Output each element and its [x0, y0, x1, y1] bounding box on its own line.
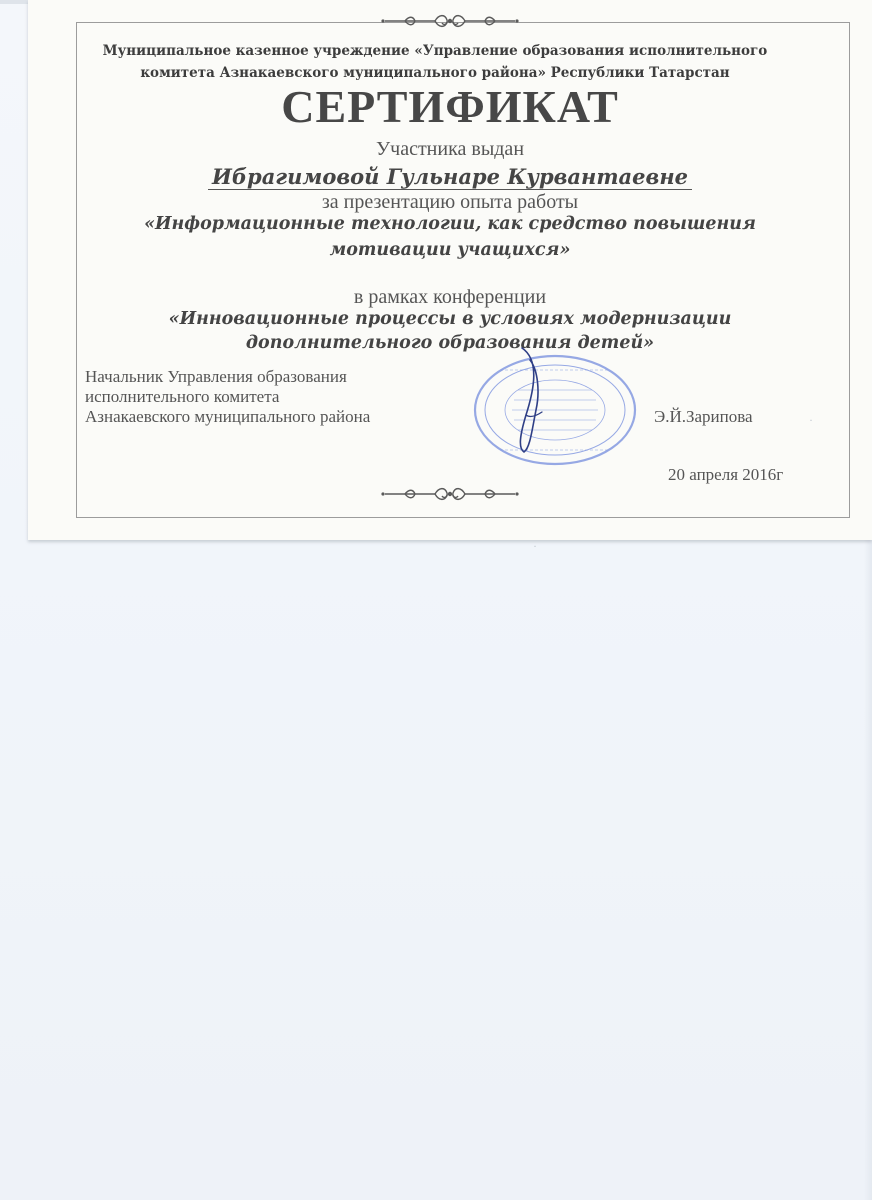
- signatory-title-line-1: Начальник Управления образования: [85, 367, 347, 386]
- conference-line-1: «Инновационные процессы в условиях модернизации: [168, 309, 732, 329]
- topic-line-1: «Информационные технологии, как средство повышения: [144, 214, 756, 234]
- certificate-date: 20 апреля 2016г: [668, 465, 784, 484]
- conference-line-2: дополнительного образования детей»: [245, 333, 655, 353]
- signatory-name: Э.Й.Зарипова: [654, 407, 753, 426]
- issuing-organization: Муниципальное казенное учреждение «Управление образования исполнительного комитета Азнакаевского муниципального района» Республики Татарстан: [102, 43, 768, 81]
- paper-speck-icon: ˙: [532, 544, 538, 558]
- signatory-title-line-2: исполнительного комитета: [85, 387, 280, 406]
- conference-label: в рамках конференции: [353, 286, 547, 308]
- top-ornament-icon: [375, 10, 525, 32]
- bottom-ornament-icon: [375, 483, 525, 505]
- certificate-title: СЕРТИФИКАТ: [281, 81, 619, 132]
- handwritten-signature-icon: [500, 330, 580, 480]
- issued-to-label: Участника выдан: [375, 138, 525, 160]
- paper-speck-icon: ˙: [808, 418, 814, 432]
- recipient-name-text: Ибрагимовой Гульнаре Курвантаевне: [208, 164, 692, 190]
- signatory-position: [85, 367, 370, 427]
- topic-line-2: мотивации учащихся»: [329, 240, 571, 260]
- recipient-name: [0, 164, 872, 189]
- presentation-label: за презентацию опыта работы: [321, 191, 579, 213]
- signatory-title-line-3: Азнакаевского муниципального района: [85, 407, 371, 426]
